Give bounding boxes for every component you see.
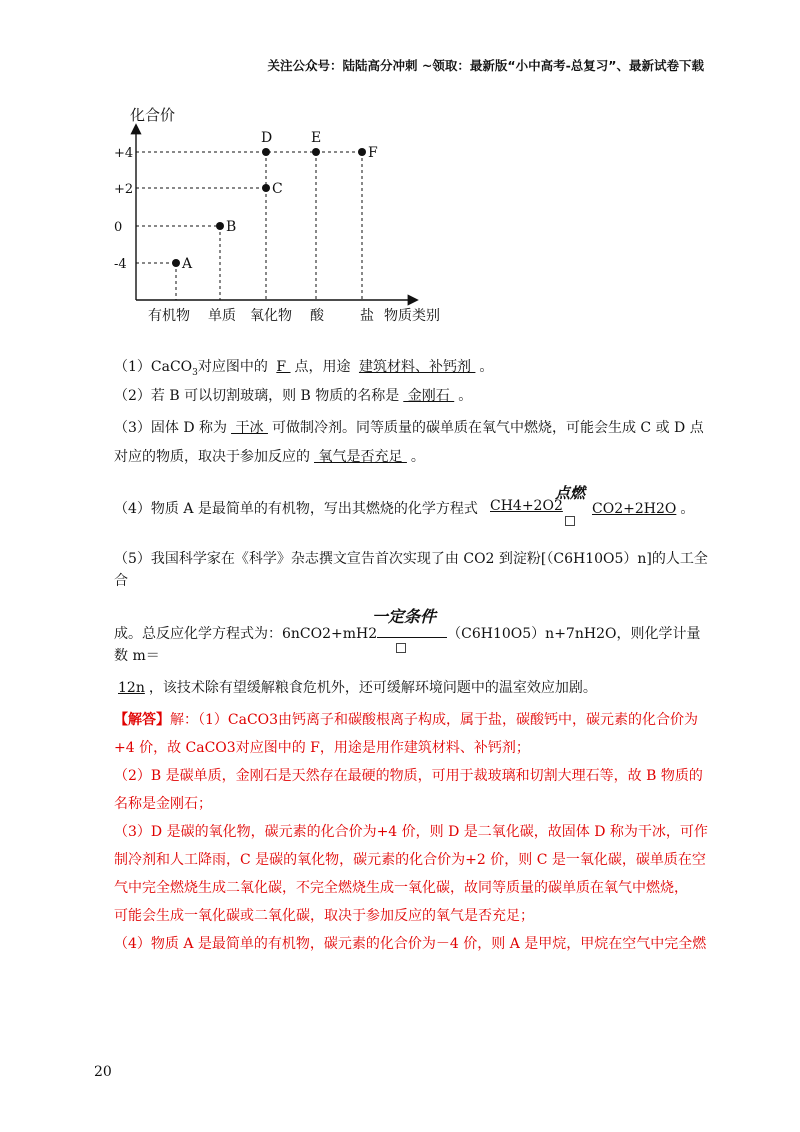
y-axis-label: 化合价 [130, 106, 176, 124]
placeholder-box-icon [396, 643, 406, 653]
page-number: 20 [94, 1064, 112, 1080]
question-3: （3）固体 D 称为 干冰 可做制冷剂。同等质量的碳单质在氧气中燃烧，可能会生成 C 或 D 点对应的物质，取决于参加反应的 氧气是否充足 。 [114, 420, 704, 465]
y-tick-label: +4 [114, 146, 134, 161]
point-E [312, 148, 320, 156]
point-label-A: A [182, 256, 193, 272]
answer-5: 12n [118, 680, 145, 696]
point-B [216, 222, 224, 230]
x-category-label: 酸 [310, 308, 324, 324]
question-5-line1: （5）我国科学家在《科学》杂志撰文宣告首次实现了由 CO2 到淀粉[（C6H10O5）n]的人工全合 [114, 551, 708, 589]
y-tick-label: +2 [114, 182, 134, 197]
answer-1b: 建筑材料、补钙剂 [358, 359, 476, 375]
q4-equation-right: CO2+2H2O 。 [592, 501, 695, 517]
question-5-line3: 12n ，该技术除有望缓解粮食危机外，还可缓解环境问题中的温室效应加剧。 [114, 677, 714, 699]
x-category-label: 有机物 [148, 308, 190, 324]
page-header: 关注公众号：陆陆高分冲刺 ~领取：最新版“小中高考-总复习”、最新试卷下载 [267, 58, 704, 73]
point-label-C: C [272, 181, 283, 197]
valence-chart [108, 98, 440, 328]
question-1: （1）CaCO$_3$对应图中的 F 点，用途 建筑材料、补钙剂 。 [114, 359, 494, 378]
question-5-line2: 成。总反应化学方程式为：6nCO2+mH2 （C6H10O5）n+7nH2O，则化学计量数 m＝ [114, 626, 701, 664]
solution: 【解答】解：（1）CaCO3由钙离子和碳酸根离子构成，属于盐，碳酸钙中，碳元素的化合价为 +4 价，故 CaCO3对应图中的 F，用途是用作建筑材料、补钙剂； （2）B 是碳单质，金刚石是天然存在最硬的物质，可用于裁玻璃和切割大理石等，故 B 物质的 名称是金刚石； （3）D 是碳的氧化物，碳元素的化合价为+4 价，则 D 是二氧化碳，故固体 D 称为干冰，可作 制冷剂和人工降雨，C 是碳的氧化物，碳元素的化合价为+2 价，则 C 是一氧化碳，碳单质在空 气中完全燃烧生成二氧化碳，不完全燃烧生成一氧化碳，故同等质量的碳单质在氧气中燃烧， 可能会生成一氧化碳或二氧化碳，取决于参加反应的氧气是否充足； （4）物质 A 是最简单的有机物，碳元素的化合价为－4 价，则 A 是甲烷，甲烷在空气中完全燃 [114, 712, 708, 952]
point-F [358, 148, 366, 156]
question-2: （2）若 B 可以切割玻璃，则 B 物质的名称是 金刚石 。 [114, 388, 473, 404]
question-4: （4）物质 A 是最简单的有机物，写出其燃烧的化学方程式 [114, 501, 478, 517]
y-tick-label: -4 [114, 257, 127, 272]
point-A [172, 259, 180, 267]
q4-equation-left: CH4+2O2 [490, 498, 563, 514]
point-C [262, 184, 270, 192]
x-axis-label: 物质类别 [384, 308, 440, 324]
x-category-label: 盐 [360, 308, 374, 324]
point-label-F: F [368, 145, 378, 161]
placeholder-box-icon [565, 516, 575, 526]
point-label-E: E [311, 130, 322, 146]
answer-1a: F [276, 359, 291, 375]
answer-3a: 干冰 [231, 420, 268, 436]
point-label-B: B [226, 219, 237, 235]
x-category-label: 单质 [208, 308, 236, 324]
q4-condition: 点燃 [555, 484, 586, 502]
x-category-label: 氧化物 [250, 308, 292, 324]
point-D [262, 148, 270, 156]
q5-condition: 一定条件 [372, 607, 437, 626]
solution-tag: 【解答】 [114, 712, 170, 728]
point-label-D: D [261, 130, 273, 146]
answer-3b: 氧气是否充足 [314, 449, 407, 465]
y-tick-label: 0 [114, 220, 123, 235]
answer-2: 金刚石 [403, 388, 455, 404]
